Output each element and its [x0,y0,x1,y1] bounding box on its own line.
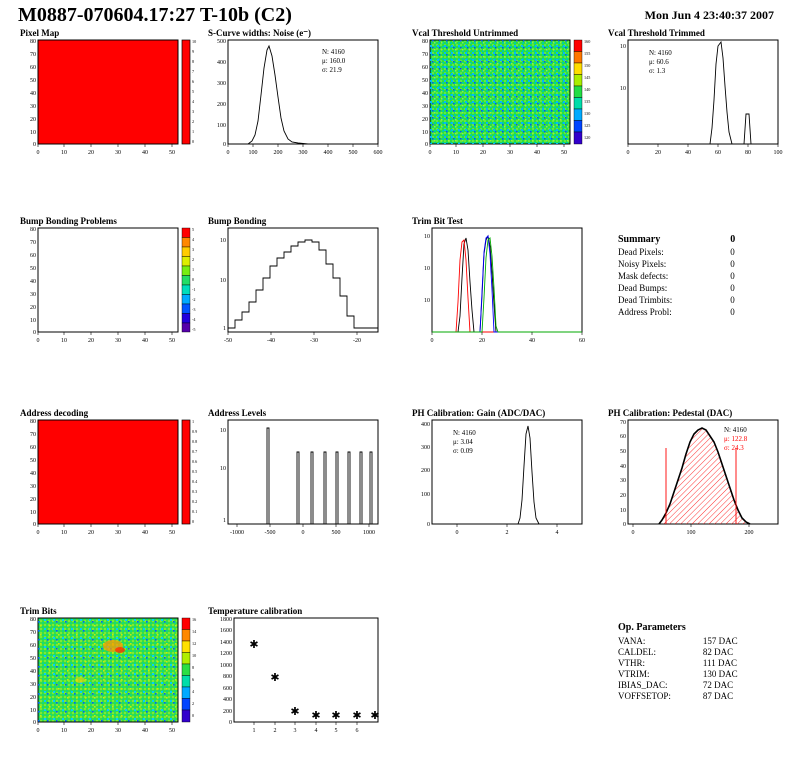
svg-text:50: 50 [169,530,175,536]
svg-text:10: 10 [220,238,226,244]
svg-text:20: 20 [88,728,94,734]
svg-text:10: 10 [61,150,67,156]
svg-text:10: 10 [61,530,67,536]
svg-text:10: 10 [422,130,428,136]
summary-value: 0 [730,283,735,293]
panel-pixel-map [16,28,198,158]
svg-text:10: 10 [192,653,197,658]
svg-text:2: 2 [505,530,509,536]
panel-bump-bonding [204,216,388,346]
svg-text:50: 50 [30,458,36,464]
svg-text:0: 0 [223,142,226,148]
svg-text:20: 20 [30,497,36,503]
svg-text:16: 16 [192,617,197,622]
svg-text:20: 20 [655,150,661,156]
svg-text:10: 10 [620,86,626,92]
svg-text:0: 0 [33,142,36,148]
svg-text:1: 1 [192,267,195,272]
svg-text:50: 50 [169,728,175,734]
timestamp: Mon Jun 4 23:40:37 2007 [644,8,774,22]
svg-text:2: 2 [192,257,195,262]
svg-text:0: 0 [192,519,195,524]
svg-text:20: 20 [422,117,428,123]
svg-text:40: 40 [142,150,148,156]
summary-value: 0 [730,247,735,257]
panel-ph-calibration-gain [408,408,592,538]
svg-text:500: 500 [348,150,358,156]
svg-text:-3: -3 [192,307,196,312]
svg-text:1: 1 [252,728,256,734]
svg-text:130: 130 [584,111,591,116]
svg-text:20: 20 [479,338,485,344]
summary-label: Noisy Pixels: [618,259,667,269]
svg-text:σ: 0.09: σ: 0.09 [453,447,473,455]
svg-text:10: 10 [30,318,36,324]
summary-label: Dead Bumps: [618,283,668,293]
svg-text:-1000: -1000 [230,530,244,536]
svg-text:2: 2 [192,701,195,706]
op-param-label: VOFFSETOP: [618,691,671,701]
panel-vcal-threshold-untrimmed [408,28,592,158]
chart-title: Bump Bonding [208,216,267,226]
svg-text:0.7: 0.7 [192,449,198,454]
svg-text:0: 0 [455,530,459,536]
svg-text:8: 8 [192,59,195,64]
svg-text:30: 30 [620,478,626,484]
svg-text:80: 80 [30,419,36,425]
svg-text:20: 20 [88,150,94,156]
op-param-value: 130 DAC [702,669,738,679]
chart-title: Trim Bits [20,606,57,616]
svg-text:70: 70 [30,432,36,438]
svg-text:30: 30 [422,104,428,110]
svg-text:3: 3 [192,247,195,252]
svg-text:✱: ✱ [331,710,341,722]
svg-text:-30: -30 [310,338,318,344]
svg-text:800: 800 [223,674,232,680]
svg-text:40: 40 [30,279,36,285]
svg-text:600: 600 [373,150,383,156]
svg-text:σ: 1.3: σ: 1.3 [649,67,666,75]
svg-text:2: 2 [192,119,195,124]
summary-value: 0 [730,307,735,317]
summary-label: Address Probl: [618,307,672,317]
op-param-value: 157 DAC [702,636,738,646]
svg-text:155: 155 [584,51,591,56]
panel-scurve-widths [204,28,388,158]
scurve-widths-plot [204,28,388,158]
svg-text:50: 50 [561,150,567,156]
svg-text:0: 0 [36,530,40,536]
svg-text:60: 60 [620,434,626,440]
svg-text:0.2: 0.2 [192,499,198,504]
svg-text:0: 0 [36,728,40,734]
svg-text:20: 20 [30,695,36,701]
svg-text:80: 80 [422,39,428,45]
svg-text:1600: 1600 [220,628,232,634]
chart-title: PH Calibration: Pedestal (DAC) [608,408,733,418]
op-parameters-header: Op. Parameters [618,622,686,633]
svg-text:0: 0 [33,330,36,336]
svg-text:60: 60 [30,253,36,259]
summary-value: 0 [730,271,735,281]
svg-text:✱: ✱ [290,706,300,718]
svg-text:1000: 1000 [220,663,232,669]
svg-text:50: 50 [169,338,175,344]
svg-text:0: 0 [36,338,40,344]
svg-text:4: 4 [192,689,195,694]
svg-text:400: 400 [223,697,232,703]
svg-text:10: 10 [620,44,626,50]
svg-text:30: 30 [115,530,121,536]
summary-value: 0 [730,259,735,269]
svg-text:0: 0 [428,150,432,156]
op-param-label: VANA: [618,636,646,646]
svg-text:0: 0 [430,338,434,344]
svg-text:30: 30 [30,104,36,110]
pixel-map-plot [16,28,198,158]
svg-text:20: 20 [88,530,94,536]
svg-text:10: 10 [220,428,226,434]
svg-text:500: 500 [331,530,341,536]
chart-title: Vcal Threshold Untrimmed [412,28,519,38]
svg-text:10: 10 [424,298,430,304]
op-param-value: 72 DAC [702,680,734,690]
svg-text:120: 120 [584,135,591,140]
svg-text:0.9: 0.9 [192,429,198,434]
svg-text:-5: -5 [192,327,196,332]
svg-text:μ: 3.04: μ: 3.04 [453,438,473,446]
chart-title: PH Calibration: Gain (ADC/DAC) [412,408,546,418]
svg-text:400: 400 [217,60,226,66]
svg-text:1: 1 [192,419,195,424]
svg-text:50: 50 [169,150,175,156]
svg-text:100: 100 [217,123,226,129]
svg-text:145: 145 [584,75,591,80]
chart-title: Address decoding [20,408,89,418]
svg-text:100: 100 [421,492,430,498]
svg-text:60: 60 [30,445,36,451]
svg-text:9: 9 [192,49,195,54]
svg-text:100: 100 [773,150,783,156]
svg-text:500: 500 [217,39,226,45]
ph-calibration-gain-plot [408,408,592,538]
trim-bits-plot [16,606,198,736]
svg-text:200: 200 [217,102,226,108]
svg-text:30: 30 [115,728,121,734]
temperature-calibration-plot [204,606,388,736]
svg-text:125: 125 [584,123,591,128]
svg-text:10: 10 [192,39,197,44]
svg-text:0: 0 [33,720,36,726]
panel-address-levels [204,408,388,538]
chart-title: Trim Bit Test [412,216,463,226]
svg-text:σ: 24.3: σ: 24.3 [724,444,744,452]
chart-title: Temperature calibration [208,606,303,616]
svg-text:40: 40 [534,150,540,156]
svg-text:0.8: 0.8 [192,439,198,444]
op-parameters-block [618,622,738,702]
panel-address-decoding [16,408,198,538]
svg-text:400: 400 [323,150,333,156]
svg-text:200: 200 [421,468,430,474]
svg-text:600: 600 [223,686,232,692]
svg-text:6: 6 [192,677,195,682]
svg-text:50: 50 [30,266,36,272]
svg-text:40: 40 [30,471,36,477]
svg-text:8: 8 [192,665,195,670]
panel-trim-bits [16,606,198,736]
svg-text:50: 50 [30,78,36,84]
svg-text:80: 80 [30,39,36,45]
vcal-threshold-trimmed-plot [604,28,788,158]
svg-text:0: 0 [226,150,230,156]
svg-text:10: 10 [30,130,36,136]
svg-text:50: 50 [620,449,626,455]
svg-text:0: 0 [33,522,36,528]
svg-text:4: 4 [555,530,559,536]
svg-text:30: 30 [507,150,513,156]
op-param-label: VTRIM: [618,669,650,679]
svg-text:30: 30 [115,338,121,344]
svg-text:12: 12 [192,641,197,646]
svg-text:✱: ✱ [352,710,362,722]
svg-text:50: 50 [422,78,428,84]
svg-text:40: 40 [620,464,626,470]
op-param-label: VTHR: [618,658,645,668]
svg-text:0.3: 0.3 [192,489,198,494]
svg-text:μ: 160.0: μ: 160.0 [322,57,346,65]
svg-text:✱: ✱ [270,672,280,684]
svg-text:20: 20 [620,493,626,499]
svg-text:40: 40 [142,338,148,344]
svg-text:1800: 1800 [220,617,232,623]
svg-text:160: 160 [584,39,591,44]
chart-title: Vcal Threshold Trimmed [608,28,705,38]
summary-value: 0 [730,295,735,305]
svg-text:10: 10 [30,510,36,516]
chart-title: Address Levels [208,408,267,418]
svg-text:70: 70 [30,52,36,58]
svg-text:-20: -20 [353,338,361,344]
svg-text:70: 70 [30,630,36,636]
svg-text:10: 10 [453,150,459,156]
trim-bit-test-plot [408,216,592,346]
svg-text:40: 40 [685,150,691,156]
svg-text:-1: -1 [192,287,196,292]
svg-text:6: 6 [355,728,359,734]
svg-text:100: 100 [686,530,696,536]
svg-text:0.1: 0.1 [192,509,198,514]
svg-text:80: 80 [30,617,36,623]
summary-label: Dead Trimbits: [618,295,673,305]
svg-text:60: 60 [30,643,36,649]
panel-ph-calibration-pedestal [604,408,788,538]
svg-text:60: 60 [30,65,36,71]
svg-text:μ: 60.6: μ: 60.6 [649,58,669,66]
op-param-value: 82 DAC [702,647,734,657]
svg-text:σ: 21.9: σ: 21.9 [322,66,342,74]
svg-text:5: 5 [192,227,195,232]
svg-text:1: 1 [192,129,195,134]
svg-text:20: 20 [88,338,94,344]
svg-text:400: 400 [421,422,430,428]
op-param-label: CALDEL: [618,647,656,657]
svg-text:0: 0 [192,277,195,282]
svg-text:4: 4 [192,237,195,242]
svg-text:1000: 1000 [363,530,375,536]
svg-text:0.6: 0.6 [192,459,198,464]
svg-text:0: 0 [631,530,635,536]
svg-text:-40: -40 [267,338,275,344]
svg-text:70: 70 [620,420,626,426]
address-decoding-plot [16,408,198,538]
svg-text:10: 10 [220,466,226,472]
svg-text:70: 70 [422,52,428,58]
svg-text:80: 80 [30,227,36,233]
svg-text:✱: ✱ [311,710,321,722]
svg-text:40: 40 [142,530,148,536]
svg-text:60: 60 [422,65,428,71]
page-title: M0887-070604.17:27 T-10b (C2) [18,4,292,26]
ph-calibration-pedestal-plot [604,408,788,538]
svg-text:N: 4160: N: 4160 [453,429,476,437]
svg-text:50: 50 [30,656,36,662]
svg-text:1400: 1400 [220,640,232,646]
panel-bump-bonding-problems [16,216,198,346]
svg-text:30: 30 [30,484,36,490]
svg-text:-50: -50 [224,338,232,344]
svg-text:N: 4160: N: 4160 [724,426,747,434]
svg-text:300: 300 [421,445,430,451]
svg-text:0: 0 [301,530,305,536]
svg-text:-4: -4 [192,317,196,322]
svg-text:4: 4 [314,728,318,734]
svg-text:10: 10 [424,266,430,272]
op-param-value: 111 DAC [702,658,737,668]
svg-text:7: 7 [192,69,195,74]
svg-text:10: 10 [620,508,626,514]
svg-text:20: 20 [30,305,36,311]
svg-text:5: 5 [334,728,338,734]
svg-text:200: 200 [273,150,283,156]
bump-bonding-problems-plot [16,216,198,346]
svg-text:0: 0 [192,713,195,718]
svg-text:20: 20 [30,117,36,123]
svg-text:0: 0 [425,142,428,148]
summary-header-value: 0 [730,234,736,245]
svg-text:3: 3 [293,728,297,734]
svg-text:20: 20 [480,150,486,156]
svg-text:30: 30 [30,682,36,688]
panel-vcal-threshold-trimmed [604,28,788,158]
chart-title: Pixel Map [20,28,60,38]
svg-text:10: 10 [220,278,226,284]
op-param-value: 87 DAC [702,691,734,701]
svg-text:4: 4 [192,99,195,104]
svg-text:μ: 122.8: μ: 122.8 [724,435,748,443]
svg-text:200: 200 [223,709,232,715]
svg-text:300: 300 [298,150,308,156]
svg-text:30: 30 [30,292,36,298]
svg-text:1: 1 [223,326,226,332]
svg-text:10: 10 [61,338,67,344]
svg-text:14: 14 [192,629,197,634]
svg-text:200: 200 [744,530,754,536]
svg-text:150: 150 [584,63,591,68]
svg-text:N: 4160: N: 4160 [649,49,672,57]
svg-text:3: 3 [192,109,195,114]
summary-label: Mask defects: [618,271,669,281]
svg-text:60: 60 [715,150,721,156]
svg-text:0: 0 [229,720,232,726]
svg-text:30: 30 [115,150,121,156]
svg-text:135: 135 [584,99,591,104]
svg-text:100: 100 [248,150,258,156]
svg-text:40: 40 [30,669,36,675]
svg-text:0: 0 [36,150,40,156]
svg-text:80: 80 [745,150,751,156]
svg-text:✱: ✱ [370,710,380,722]
svg-text:-2: -2 [192,297,196,302]
chart-title: Bump Bonding Problems [20,216,117,226]
svg-text:2: 2 [273,728,277,734]
address-levels-plot [204,408,388,538]
svg-text:6: 6 [192,79,195,84]
bump-bonding-plot [204,216,388,346]
vcal-threshold-untrimmed-plot [408,28,592,158]
svg-text:N: 4160: N: 4160 [322,48,345,56]
svg-text:70: 70 [30,240,36,246]
svg-text:60: 60 [579,338,585,344]
svg-text:1200: 1200 [220,651,232,657]
svg-text:40: 40 [142,728,148,734]
svg-text:-500: -500 [264,530,276,536]
svg-text:40: 40 [422,91,428,97]
panel-temperature-calibration [204,606,388,736]
svg-text:5: 5 [192,89,195,94]
svg-text:10: 10 [61,728,67,734]
svg-text:300: 300 [217,81,226,87]
svg-text:0: 0 [427,522,430,528]
svg-text:140: 140 [584,87,591,92]
summary-header: Summary [618,234,661,245]
svg-text:✱: ✱ [249,639,259,651]
summary-block [618,234,735,319]
svg-text:0: 0 [626,150,630,156]
svg-text:0: 0 [192,139,195,144]
svg-text:40: 40 [529,338,535,344]
summary-label: Dead Pixels: [618,247,664,257]
svg-text:10: 10 [30,708,36,714]
chart-title: S-Curve widths: Noise (e⁻) [208,28,311,38]
op-param-label: IBIAS_DAC: [618,680,668,690]
svg-text:40: 40 [30,91,36,97]
svg-text:0.5: 0.5 [192,469,198,474]
svg-text:0.4: 0.4 [192,479,198,484]
svg-text:1: 1 [223,518,226,524]
panel-trim-bit-test [408,216,592,346]
svg-text:10: 10 [424,234,430,240]
svg-text:0: 0 [623,522,626,528]
